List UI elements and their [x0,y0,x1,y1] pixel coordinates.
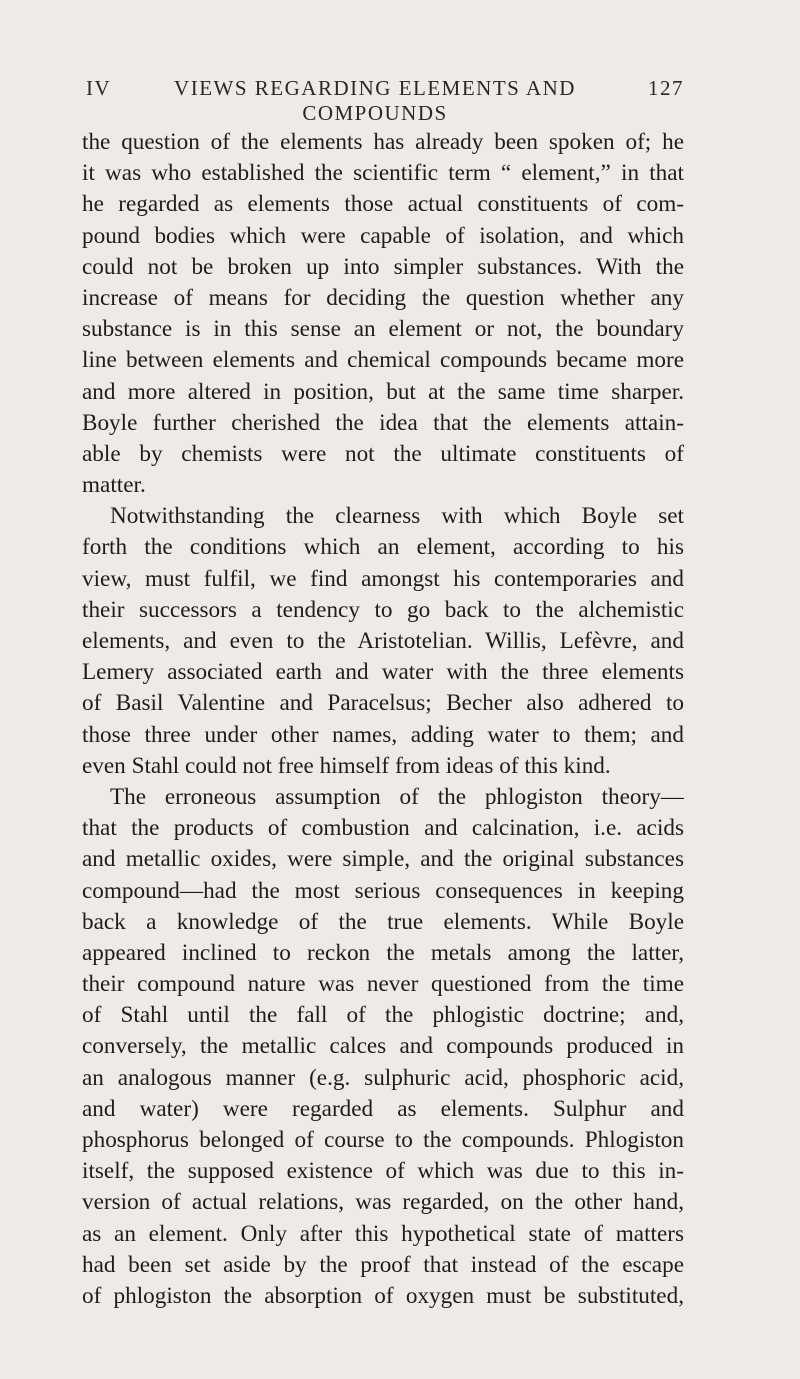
page-number: 127 [648,76,684,100]
text-line: their successors a tendency to go back to the alchemistic [82,596,684,623]
text-line: conversely, the metallic calces and compounds produced in [82,1033,684,1060]
text-line: and metallic oxides, were simple, and the original substances [82,846,684,873]
body-text [82,127,684,1312]
text-line: compound—had the most serious consequences in keeping [82,877,684,904]
text-line: view, must fulfil, we find amongst his contemporaries and [82,565,684,592]
paragraph-first-line: The erroneous assumption of the phlogiston theory— [110,783,684,810]
text-line: itself, the supposed existence of which was due to this in- [82,1158,684,1185]
chapter-title: VIEWS REGARDING ELEMENTS AND COMPOUNDS [174,76,576,125]
text-line: their compound nature was never questioned from the time [82,971,684,998]
text-line: that the products of combustion and calcination, i.e. acids [82,815,684,842]
text-line: of Basil Valentine and Paracelsus; Becher also adhered to [82,690,684,717]
text-line: matter. [82,472,146,499]
paragraph-first-line: Notwithstanding the clearness with which Boyle set [110,503,684,530]
text-line: and more altered in position, but at the same time sharper. [82,378,684,405]
text-line: had been set aside by the proof that instead of the escape [82,1251,684,1278]
text-line: able by chemists were not the ultimate constituents of [82,440,684,467]
text-line: phosphorus belonged of course to the compounds. Phlogiston [82,1127,684,1153]
text-line: substance is in this sense an element or not, the boundary [82,316,684,343]
text-line: elements, and even to the Aristotelian. Willis, Lefèvre, and [82,628,684,654]
text-line: increase of means for deciding the question whether any [82,284,684,311]
text-line: he regarded as elements those actual constituents of com- [82,191,684,218]
text-line: version of actual relations, was regarded, on the other hand, [82,1189,684,1216]
text-line: as an element. Only after this hypothetical state of matters [82,1220,684,1247]
text-line: Boyle further cherished the idea that the elements attain- [82,409,684,436]
text-line: appeared inclined to reckon the metals among the latter, [82,939,684,966]
text-line: could not be broken up into simpler substances. With the [82,253,684,280]
text-line: Lemery associated earth and water with the three elements [82,659,684,686]
text-line: line between elements and chemical compounds became more [82,347,684,374]
text-line: an analogous manner (e.g. sulphuric acid, phosphoric acid, [82,1064,684,1091]
text-line: of phlogiston the absorption of oxygen must be substituted, [82,1282,684,1309]
text-line: those three under other names, adding water to them; and [82,721,684,748]
text-line: of Stahl until the fall of the phlogistic doctrine; and, [82,1002,684,1029]
text-line: pound bodies which were capable of isolation, and which [82,222,684,249]
chapter-number: IV [86,76,112,100]
text-line: it was who established the scientific term “ element,” in that [82,160,684,187]
text-line: even Stahl could not free himself from ideas of this kind. [82,752,611,779]
text-line: back a knowledge of the true elements. While Boyle [82,908,684,935]
text-line: and water) were regarded as elements. Sulphur and [82,1095,684,1122]
running-head [86,76,684,125]
text-line: forth the conditions which an element, according to his [82,534,684,561]
text-line: the question of the elements has already been spoken of; he [82,129,684,155]
